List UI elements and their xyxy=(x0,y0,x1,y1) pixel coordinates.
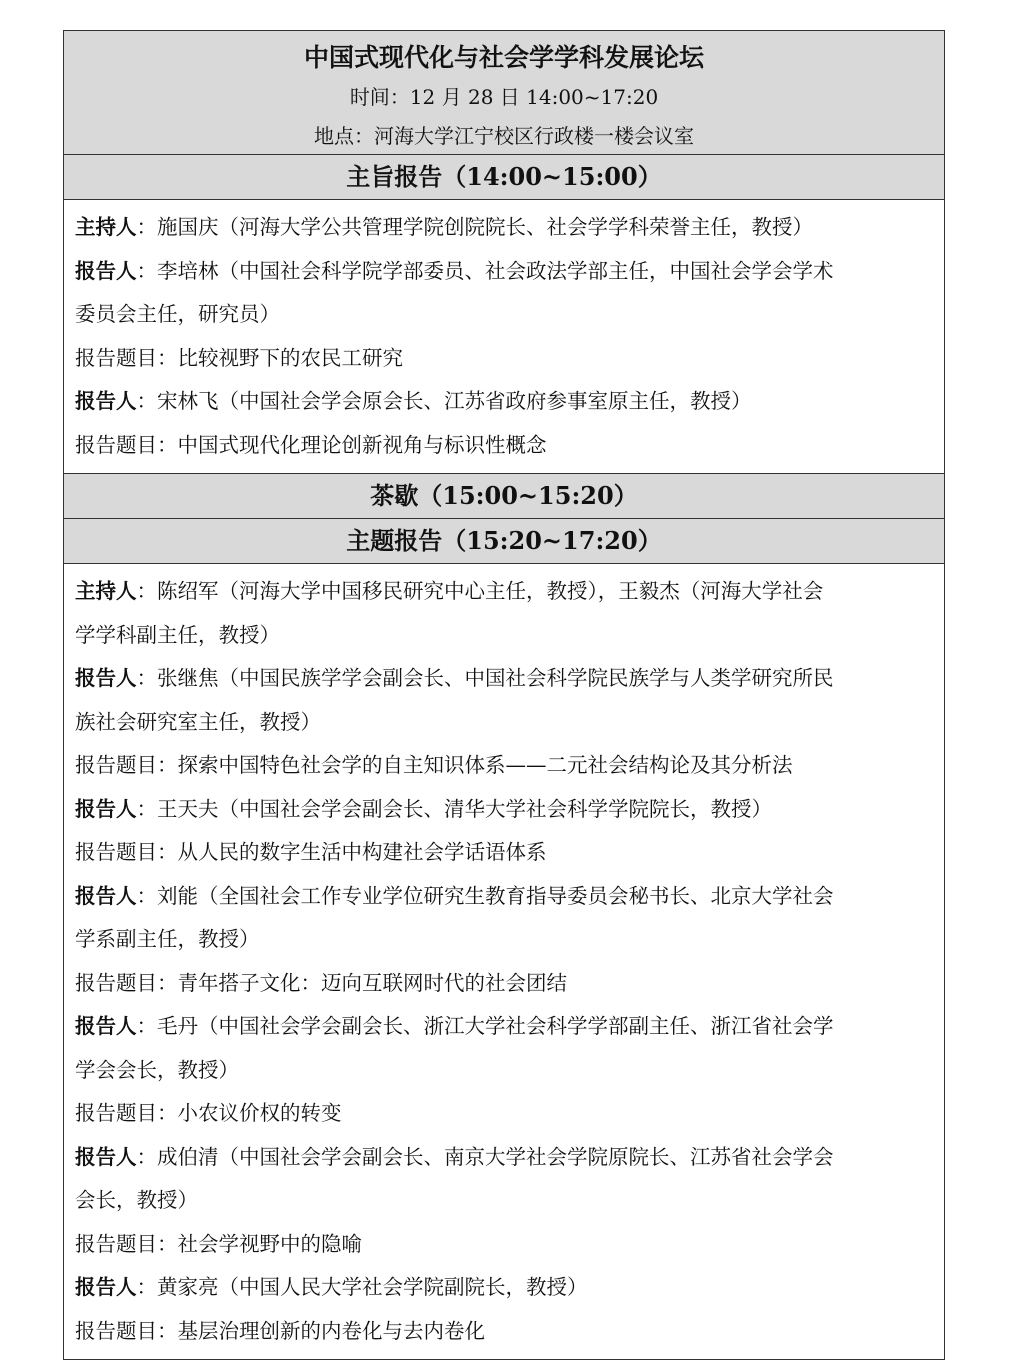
agenda-row xyxy=(75,424,933,468)
agenda-row xyxy=(75,1049,933,1093)
row-label: 报告人 xyxy=(75,1275,137,1299)
row-text: ：成伯清（中国社会学会副会长、南京大学社会学院原院长、江苏省社会学会 xyxy=(136,1144,834,1169)
row-text: ：施国庆（河海大学公共管理学院创院院长、社会学学科荣誉主任，教授） xyxy=(136,215,813,239)
row-label: 报告人 xyxy=(75,883,137,908)
forum-place: 地点：河海大学江宁校区行政楼一楼会议室 xyxy=(314,124,694,148)
row-text: 报告题目：青年搭子文化：迈向互联网时代的社会团结 xyxy=(75,970,567,995)
row-text: 族社会研究室主任，教授） xyxy=(75,709,321,734)
row-text: 报告题目：中国式现代化理论创新视角与标识性概念 xyxy=(75,432,547,457)
agenda-row xyxy=(75,1266,933,1310)
row-text: 学系副主任，教授） xyxy=(75,927,260,951)
agenda-row xyxy=(75,250,933,294)
row-label: 报告人 xyxy=(75,1014,137,1038)
row-text: 报告题目：探索中国特色社会学的自主知识体系——二元社会结构论及其分析法 xyxy=(75,753,793,777)
agenda-row xyxy=(75,1092,933,1136)
agenda-row xyxy=(75,744,933,788)
row-text: ：张继焦（中国民族学学会副会长、中国社会科学院民族学与人类学研究所民 xyxy=(136,666,834,690)
section-thematic-body xyxy=(64,564,944,1359)
row-text: ：宋林飞（中国社会学会原会长、江苏省政府参事室原主任，教授） xyxy=(136,389,752,413)
row-text: ：王天夫（中国社会学会副会长、清华大学社会科学学院院长，教授） xyxy=(136,796,772,821)
row-text: ：李培林（中国社会科学院学部委员、社会政法学部主任，中国社会学会学术 xyxy=(136,258,834,283)
row-text: ：黄家亮（中国人民大学社会学院副院长，教授） xyxy=(136,1275,588,1299)
agenda-row xyxy=(75,1005,933,1049)
row-text: ：毛丹（中国社会学会副会长、浙江大学社会科学学部副主任、浙江省社会学 xyxy=(136,1014,834,1038)
row-text: ：刘能（全国社会工作专业学位研究生教育指导委员会秘书长、北京大学社会 xyxy=(136,883,834,908)
agenda-row xyxy=(75,657,933,701)
row-text: 报告题目：从人民的数字生活中构建社会学话语体系 xyxy=(75,840,547,864)
section-thematic-title: 主题报告（15:20~17:20） xyxy=(64,519,944,564)
section-keynote-title: 主旨报告（14:00~15:00） xyxy=(64,155,944,200)
row-text: 报告题目：小农议价权的转变 xyxy=(75,1101,342,1125)
agenda-row xyxy=(75,293,933,337)
agenda-row xyxy=(75,380,933,424)
agenda-row xyxy=(75,1310,933,1354)
agenda-header xyxy=(64,31,944,155)
agenda-row xyxy=(75,570,933,614)
row-text: 学会会长，教授） xyxy=(75,1057,239,1082)
row-text: 委员会主任，研究员） xyxy=(75,302,280,326)
agenda-row xyxy=(75,337,933,381)
agenda-row xyxy=(75,875,933,919)
forum-time: 时间：12 月 28 日 14:00~17:20 xyxy=(349,85,659,109)
row-label: 主持人 xyxy=(75,215,137,239)
agenda-row xyxy=(75,918,933,962)
agenda-table xyxy=(63,30,945,1360)
agenda-row xyxy=(75,614,933,658)
row-text: 报告题目：比较视野下的农民工研究 xyxy=(75,345,403,370)
row-label: 报告人 xyxy=(75,389,137,413)
row-label: 报告人 xyxy=(75,666,137,690)
row-text: 报告题目：基层治理创新的内卷化与去内卷化 xyxy=(75,1318,485,1343)
row-text: ：陈绍军（河海大学中国移民研究中心主任，教授），王毅杰（河海大学社会 xyxy=(136,579,824,603)
row-text: 学学科副主任，教授） xyxy=(75,622,280,647)
row-label: 主持人 xyxy=(75,579,137,603)
agenda-row xyxy=(75,962,933,1006)
row-label: 报告人 xyxy=(75,258,137,283)
agenda-row xyxy=(75,788,933,832)
row-text: 报告题目：社会学视野中的隐喻 xyxy=(75,1231,362,1256)
row-label: 报告人 xyxy=(75,796,137,821)
agenda-row xyxy=(75,1179,933,1223)
row-label: 报告人 xyxy=(75,1144,137,1169)
agenda-row xyxy=(75,1223,933,1267)
agenda-row xyxy=(75,1136,933,1180)
agenda-row xyxy=(75,701,933,745)
agenda-row xyxy=(75,831,933,875)
tea-break: 茶歇（15:00~15:20） xyxy=(64,474,944,519)
section-keynote-body xyxy=(64,200,944,474)
row-text: 会长，教授） xyxy=(75,1188,198,1212)
forum-title: 中国式现代化与社会学学科发展论坛 xyxy=(303,43,704,72)
agenda-row xyxy=(75,206,933,250)
